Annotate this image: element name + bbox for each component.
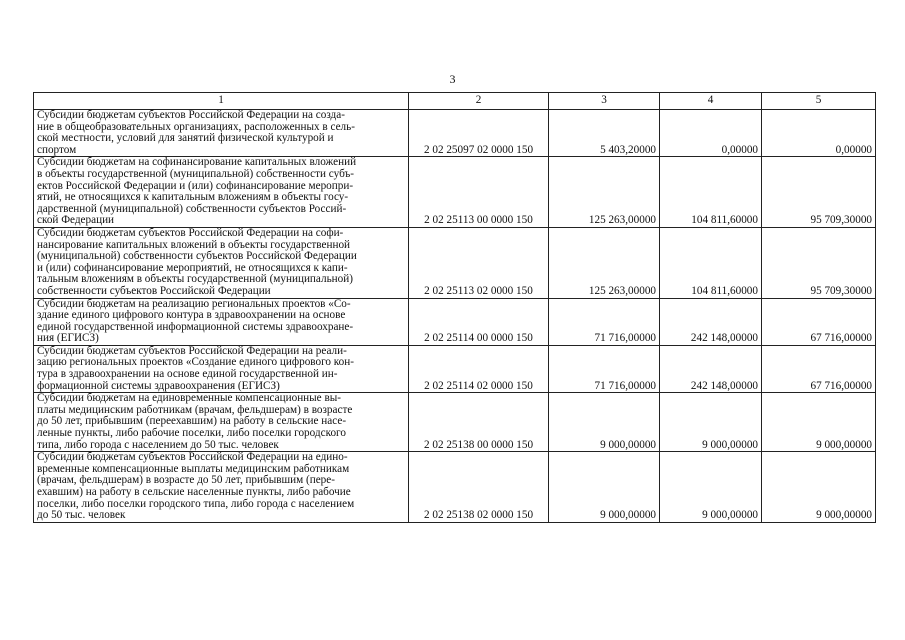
description-line: ятий, не относящихся к капитальным вложениям в объекты госу-: [37, 191, 349, 204]
description-line: поселки, либо поселки городского типа, либо города с населением: [37, 497, 355, 510]
amount-col-5: 9 000,00000: [762, 452, 876, 523]
table-row: [34, 227, 876, 298]
row-description: [34, 157, 409, 228]
amount-col-3: 9 000,00000: [549, 452, 660, 523]
page-number: 3: [449, 72, 456, 86]
amount-col-3: 5 403,20000: [549, 110, 660, 157]
table-row: [34, 452, 876, 523]
table-row: [34, 110, 876, 157]
header-col-5: 5: [762, 93, 876, 110]
header-row: [34, 93, 876, 110]
amount-col-5: 67 716,00000: [762, 298, 876, 345]
description-line: ние в общеобразовательных организациях, расположенных в сель-: [37, 120, 355, 133]
amount-col-3: 71 716,00000: [549, 345, 660, 392]
amount-col-5: 95 709,30000: [762, 227, 876, 298]
description-line: дарственной (муниципальной) собственности субъектов Россий-: [37, 202, 347, 215]
description-line: зацию региональных проектов «Создание единого цифрового кон-: [37, 356, 354, 369]
table-row: [34, 298, 876, 345]
description-line: собственности субъектов Российской Федерации: [37, 284, 271, 297]
row-description: [34, 345, 409, 392]
budget-code: 2 02 25113 02 0000 150: [409, 227, 549, 298]
row-description: [34, 393, 409, 452]
row-description: [34, 110, 409, 157]
description-line: формационной системы здравоохранения (ЕГИСЗ): [37, 379, 280, 392]
description-line: единой государственной информационной системы здравоохране-: [37, 320, 354, 333]
amount-col-5: 0,00000: [762, 110, 876, 157]
description-line: (врачам, фельдшерам) в возрасте до 50 лет, прибывшим (пере-: [37, 474, 335, 487]
amount-col-3: 71 716,00000: [549, 298, 660, 345]
amount-col-4: 242 148,00000: [660, 298, 762, 345]
description-line: в объекты государственной (муниципальной) собственности субъ-: [37, 167, 354, 180]
description-line: тура в здравоохранении на основе единой государственной ин-: [37, 368, 338, 381]
description-line: спортом: [37, 143, 77, 156]
description-line: Субсидии бюджетам субъектов Российской Федерации на едино-: [37, 451, 348, 464]
description-line: Субсидии бюджетам на реализацию региональных проектов «Со-: [37, 297, 351, 310]
description-line: до 50 лет, прибывшим (переехавшим) на работу в сельские насе-: [37, 415, 347, 428]
amount-col-4: 9 000,00000: [660, 452, 762, 523]
description-line: Субсидии бюджетам на единовременные компенсационные вы-: [37, 392, 341, 405]
header-col-1: 1: [34, 93, 409, 110]
description-line: здание единого цифрового контура в здравоохранении на основе: [37, 309, 346, 322]
description-line: типа, либо города с населением до 50 тыс. человек: [37, 438, 279, 451]
amount-col-4: 104 811,60000: [660, 157, 762, 228]
budget-table: [33, 92, 876, 523]
budget-code: 2 02 25138 02 0000 150: [409, 452, 549, 523]
description-line: Субсидии бюджетам субъектов Российской Федерации на реали-: [37, 344, 347, 357]
description-line: платы медицинским работникам (врачам, фельдшерам) в возрасте: [37, 403, 353, 416]
amount-col-3: 125 263,00000: [549, 227, 660, 298]
budget-code: 2 02 25113 00 0000 150: [409, 157, 549, 228]
budget-code: 2 02 25114 00 0000 150: [409, 298, 549, 345]
amount-col-4: 242 148,00000: [660, 345, 762, 392]
description-line: Субсидии бюджетам на софинансирование капитальных вложений: [37, 156, 357, 169]
amount-col-5: 95 709,30000: [762, 157, 876, 228]
description-line: ехавшим) на работу в сельские населенные пункты, либо рабочие: [37, 486, 351, 498]
table-row: [34, 393, 876, 452]
description-line: и (или) софинансирование мероприятий, не относящихся к капи-: [37, 261, 348, 274]
description-line: нансирование капитальных вложений в объекты государственной: [37, 238, 351, 251]
description-line: тальным вложениям в объекты государственной (муниципальной): [37, 273, 353, 286]
amount-col-3: 125 263,00000: [549, 157, 660, 228]
budget-code: 2 02 25097 02 0000 150: [409, 110, 549, 157]
budget-code: 2 02 25138 00 0000 150: [409, 393, 549, 452]
description-line: ской местности, условий для занятий физической культурой и: [37, 132, 334, 145]
description-line: ектов Российской Федерации и (или) софинансирование меропри-: [37, 179, 354, 192]
description-line: ленные пункты, либо рабочие поселки, либо поселки городского: [37, 427, 346, 440]
amount-col-4: 0,00000: [660, 110, 762, 157]
description-line: Субсидии бюджетам субъектов Российской Федерации на софи-: [37, 226, 344, 239]
header-col-3: 3: [549, 93, 660, 110]
header-col-2: 2: [409, 93, 549, 110]
description-line: ской Федерации: [37, 214, 115, 227]
row-description: [34, 452, 409, 523]
description-line: Субсидии бюджетам субъектов Российской Федерации на созда-: [37, 109, 345, 121]
description-line: до 50 тыс. человек: [37, 509, 126, 522]
amount-col-5: 9 000,00000: [762, 393, 876, 452]
description-line: временные компенсационные выплаты медицинским работникам: [37, 462, 350, 475]
description-line: (муниципальной) собственности субъектов Российской Федерации: [37, 250, 357, 263]
amount-col-4: 9 000,00000: [660, 393, 762, 452]
table-row: [34, 157, 876, 228]
row-description: [34, 298, 409, 345]
budget-code: 2 02 25114 02 0000 150: [409, 345, 549, 392]
row-description: [34, 227, 409, 298]
description-line: ния (ЕГИСЗ): [37, 332, 99, 345]
header-col-4: 4: [660, 93, 762, 110]
amount-col-3: 9 000,00000: [549, 393, 660, 452]
table-row: [34, 345, 876, 392]
amount-col-4: 104 811,60000: [660, 227, 762, 298]
amount-col-5: 67 716,00000: [762, 345, 876, 392]
